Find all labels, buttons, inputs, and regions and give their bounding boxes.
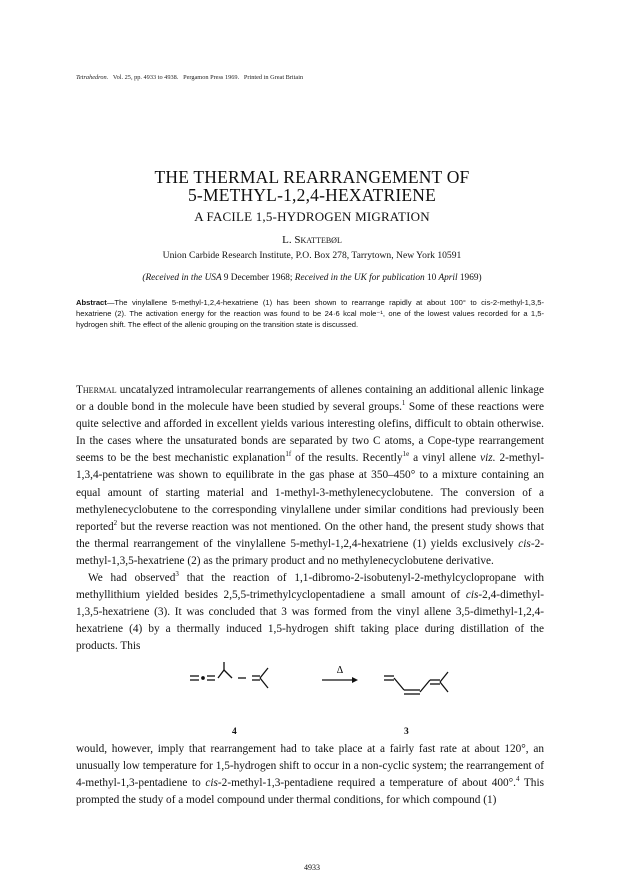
- abstract-text: —The vinylallene 5-methyl-1,2,4-hexatriene (1) has been shown to rearrange rapidly at about 100° to cis-2-methyl-1,3,5-hexatriene (2). The activation energy for the reaction was found to be 24·6 kcal mole⁻¹, one of the lowest values recorded for a 1,5-hydrogen shift. The effect of the allenic grouping on the transition state is discussed.: [76, 298, 544, 329]
- p2-c: -2,4-dimethyl-1,3,5-hexatriene (3). It was concluded that 3 was formed from the vinyl allene 3,5-dimethyl-1,2,4-hexatriene (4) by a thermally induced 1,5-hydrogen shift taking place during distillation of the products. This: [76, 589, 544, 653]
- author-name: Skattebøl: [294, 234, 342, 246]
- title-line-2: 5-METHYL-1,2,4-HEXATRIENE: [187, 185, 436, 205]
- received-year1: 1968;: [271, 273, 293, 283]
- lead-word: Thermal: [76, 384, 117, 396]
- compound-label-3: 3: [404, 727, 409, 737]
- received-date1: 9 December: [223, 273, 269, 283]
- paragraph-2: [76, 570, 544, 655]
- printed-in: Printed in Great Britain: [243, 74, 304, 81]
- p1-g: -2-methyl-1,3,5-hexatriene (2) as the primary product and no methylenecyclobutene derivative.: [76, 537, 544, 567]
- ref-1f: 1f: [285, 450, 292, 459]
- compound-4-structure: [190, 662, 268, 688]
- p3-b: -2-methyl-1,3-pentadiene required a temperature of about 400°.: [217, 777, 517, 790]
- p1-b: Some of these reactions were quite selective and afforded in excellent yields various interesting olefins, difficult to obtain otherwise. In the cases where the unsaturated bonds are separated by two C atoms, a Cope-type rearrangement seems to be the best mechanistic explanation: [76, 401, 545, 465]
- p1-f: but the reverse reaction was not mentioned. On the other hand, the present study shows that the thermal rearrangement of the vinylallene 5-methyl-1,2,4-hexatriene (1) yields exclusively: [76, 520, 544, 550]
- ref-3: 3: [175, 570, 179, 579]
- ref-1: 1: [401, 399, 406, 408]
- compound-label-4: 4: [232, 727, 237, 737]
- subtitle: A FACILE 1,5-HYDROGEN MIGRATION: [194, 209, 430, 224]
- reaction-scheme: [0, 656, 624, 716]
- p1-c: of the results. Recently: [291, 452, 403, 465]
- running-head: [76, 74, 303, 81]
- p3-c: This prompted the study of a model compound under thermal conditions, for which compound (1): [76, 777, 544, 807]
- received-part1: (Received in the USA: [142, 273, 222, 283]
- heat-label: Δ: [336, 665, 344, 676]
- cis-3: cis: [205, 777, 218, 790]
- p1-e: 2-methyl-1,3,4-pentatriene was shown to equilibrate in the gas phase at 350–450° to a mixture containing an equal amount of starting material and 1-methyl-3-methylenecyclobutene. The conversion of a methylenecyclobutene to the corresponding vinylallene under similar conditions had previously been reported: [76, 452, 544, 533]
- ref-2: 2: [113, 518, 118, 527]
- ref-4: 4: [516, 775, 520, 784]
- received-date2: 10: [427, 273, 437, 283]
- abstract-label: Abstract: [76, 298, 107, 307]
- viz: viz.: [480, 452, 496, 465]
- p1-a: uncatalyzed intramolecular rearrangements of allenes containing an additional allenic linkage or a double bond in the molecule have been studied by several groups.: [76, 384, 544, 414]
- journal-volume: Vol. 25, pp. 4933 to 4938.: [112, 74, 179, 81]
- compound-3-structure: [384, 672, 448, 694]
- received-month2: April: [438, 273, 458, 283]
- publisher: Pergamon Press 1969.: [183, 74, 240, 81]
- body-text-top: [76, 382, 544, 656]
- p1-d: a vinyl allene: [409, 452, 481, 465]
- author-initial: L.: [282, 234, 292, 246]
- received-dates: [0, 273, 624, 283]
- p3-a: would, however, imply that rearrangement had to take place at a fairly fast rate at about 120°, an unusually low temperature for 1,5-hydrogen shift to occur in a non-cyclic system; the rearrangement of 4-methyl-1,3-pentadiene to: [76, 743, 544, 790]
- p2-b: that the reaction of 1,1-dibromo-2-isobutenyl-2-methylcyclopropane with methyllithium yielded besides 2,5,5-trimethylcyclopentadiene a small amount of: [76, 572, 544, 602]
- abstract: [76, 297, 544, 330]
- p2-a: We had observed: [88, 572, 176, 585]
- journal-name: Tetrahedron.: [76, 74, 109, 81]
- body-text-bottom: [76, 741, 544, 809]
- ref-1e: 1e: [402, 450, 410, 459]
- paragraph-1: [76, 382, 544, 570]
- title-line-1: THE THERMAL REARRANGEMENT OF: [154, 167, 470, 187]
- page-number: 4933: [304, 863, 320, 872]
- received-part3: Received in the UK for publication: [294, 273, 425, 283]
- paragraph-3: [76, 741, 544, 809]
- cis-2: cis: [465, 589, 479, 602]
- affiliation: Union Carbide Research Institute, P.O. Box 278, Tarrytown, New York 10591: [162, 250, 462, 261]
- cis-1: cis: [518, 537, 531, 550]
- received-year2: 1969): [459, 273, 482, 283]
- author: [0, 234, 624, 246]
- reaction-arrow: [322, 677, 358, 683]
